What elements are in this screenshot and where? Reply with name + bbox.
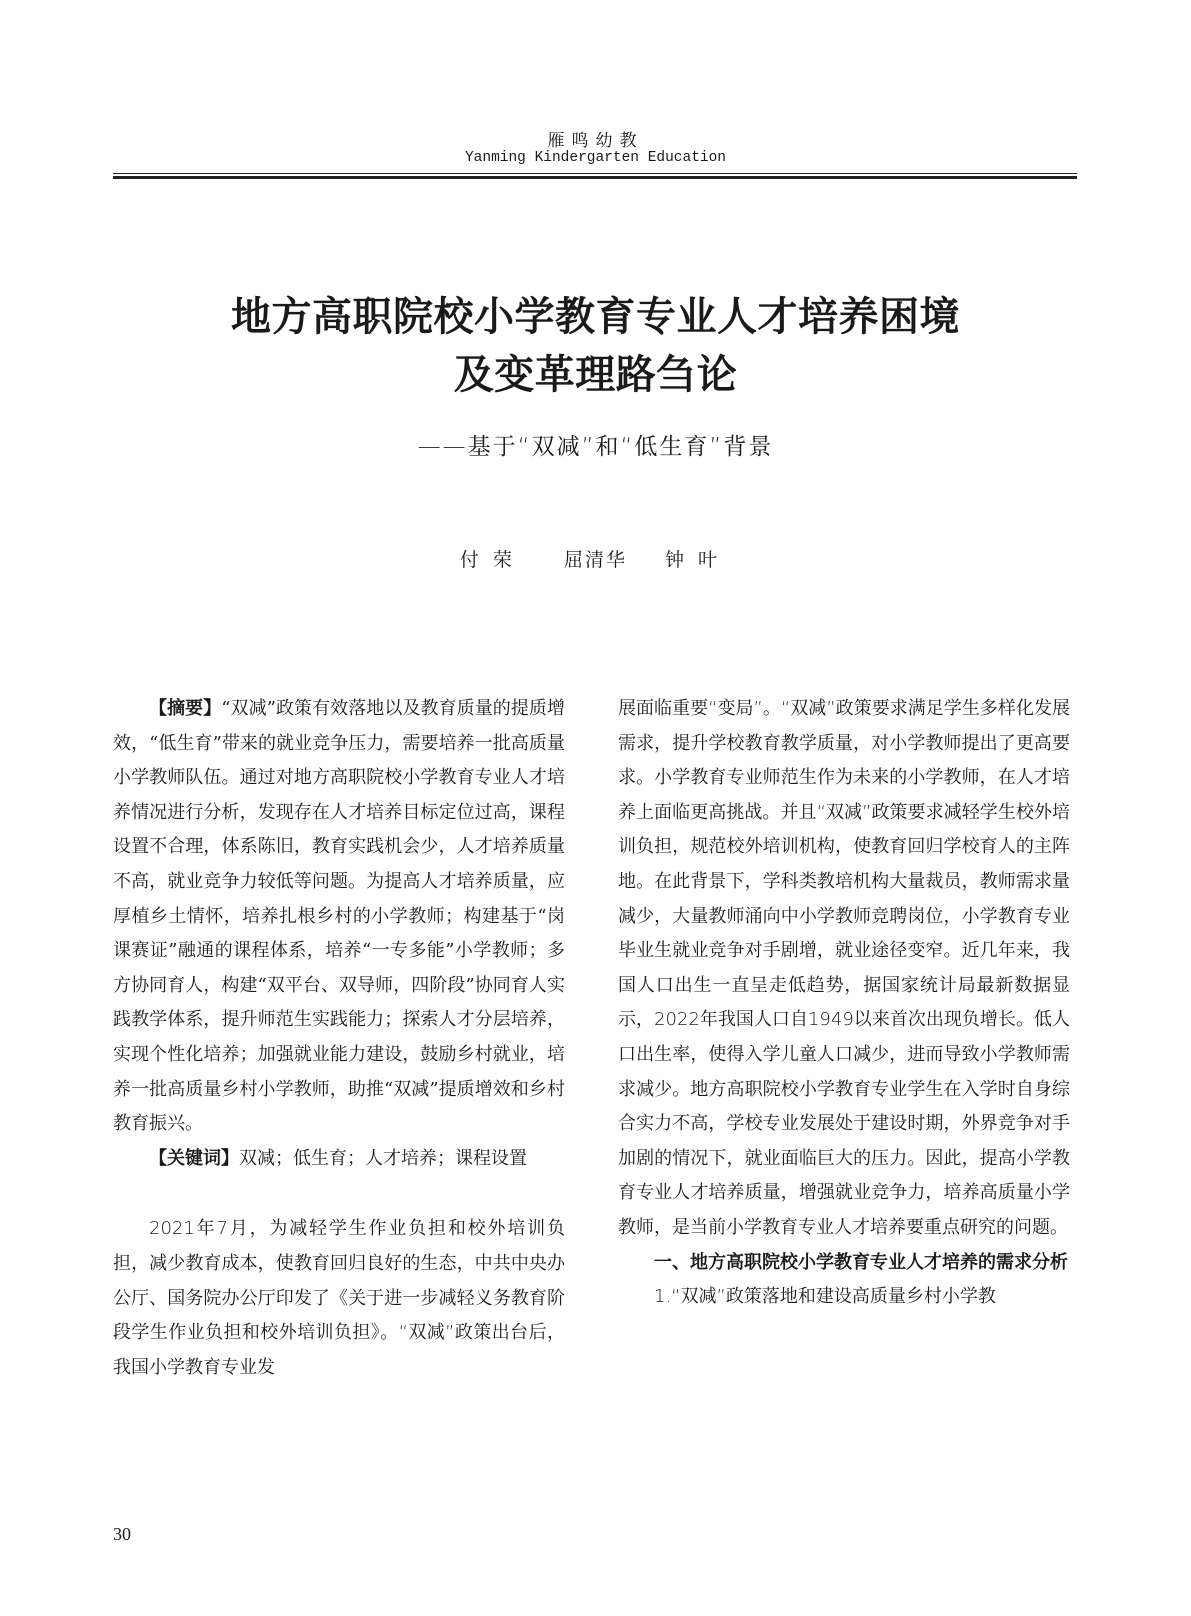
right-column	[618, 692, 1070, 1315]
author-list	[0, 545, 1191, 572]
keywords	[113, 1142, 565, 1177]
author-name: 付荣	[459, 549, 526, 571]
section-heading: 一、地方高职院校小学教育专业人才培养的需求分析	[654, 1251, 1068, 1273]
keywords-label: 【关键词】	[149, 1147, 239, 1169]
title-line-2: 及变革理路刍论	[453, 351, 738, 398]
subsection-heading: 1.“双减”政策落地和建设高质量乡村小学教	[654, 1286, 996, 1308]
keywords-text: 双减；低生育；人才培养；课程设置	[239, 1147, 527, 1169]
article-subtitle: ——基于“双减”和“低生育”背景	[417, 434, 774, 460]
abstract-text: “双减”政策有效落地以及教育质量的提质增效，“低生育”带来的就业竞争压力，需要培养一批高质量小学教师队伍。通过对地方高职院校小学教育专业人才培养情况进行分析，发现存在人才培养目标定位过高，课程设置不合理，体系陈旧，教育实践机会少，人才培养质量不高，就业竞争力较低等问题。为提高人才培养质量，应厚植乡土情怀，培养扎根乡村的小学教师；构建基于“岗课赛证”融通的课程体系，培养“一专多能”小学教师；多方协同育人，构建“双平台、双导师，四阶段”协同育人实践教学体系，提升师范生实践能力；探索人才分层培养，实现个性化培养；加强就业能力建设，鼓励乡村就业，培养一批高质量乡村小学教师，助推“双减”提质增效和乡村教育振兴。	[113, 698, 566, 1135]
page-number: 30	[113, 1524, 131, 1544]
article-title	[0, 288, 1191, 404]
intro-paragraph: 2021年7月，为减轻学生作业负担和校外培训负担，减少教育成本，使教育回归良好的生态，中共中央办公厅、国务院办公厅印发了《关于进一步减轻义务教育阶段学生作业负担和校外培训负担》。“双减”政策出台后，我国小学教育专业发	[113, 1218, 565, 1378]
author-name: 屈清华	[563, 549, 627, 571]
abstract-label: 【摘要】	[149, 698, 222, 719]
title-line-1: 地方高职院校小学教育专业人才培养困境	[231, 293, 960, 340]
abstract	[113, 692, 565, 1142]
left-column	[113, 692, 565, 1385]
author-name: 钟叶	[665, 549, 732, 571]
header-rule-thin	[113, 173, 1077, 174]
journal-name-cn: 雁鸣幼教	[547, 131, 644, 151]
journal-name-en: Yanming Kindergarten Education	[464, 150, 727, 166]
header-rule-thick	[113, 176, 1077, 179]
intro-paragraph-continued: 展面临重要“变局”。“双减”政策要求满足学生多样化发展需求，提升学校教育教学质量，对小学教师提出了更高要求。小学教育专业师范生作为未来的小学教师，在人才培养上面临更高挑战。并且“双减”政策要求减轻学生校外培训负担，规范校外培训机构，使教育回归学校育人的主阵地。在此背景下，学科类教培机构大量裁员，教师需求量减少，大量教师涌向中小学教师竞聘岗位，小学教育专业毕业生就业竞争对手剧增，就业途径变窄。近几年来，我国人口出生一直呈走低趋势，据国家统计局最新数据显示，2022年我国人口自1949以来首次出现负增长。低人口出生率，使得入学儿童人口减少，进而导致小学教师需求减少。地方高职院校小学教育专业学生在入学时自身综合实力不高，学校专业发展处于建设时期，外界竞争对手加剧的情况下，就业面临巨大的压力。因此，提高小学教育专业人才培养质量，增强就业竞争力，培养高质量小学教师，是当前小学教育专业人才培养要重点研究的问题。	[618, 698, 1070, 1238]
